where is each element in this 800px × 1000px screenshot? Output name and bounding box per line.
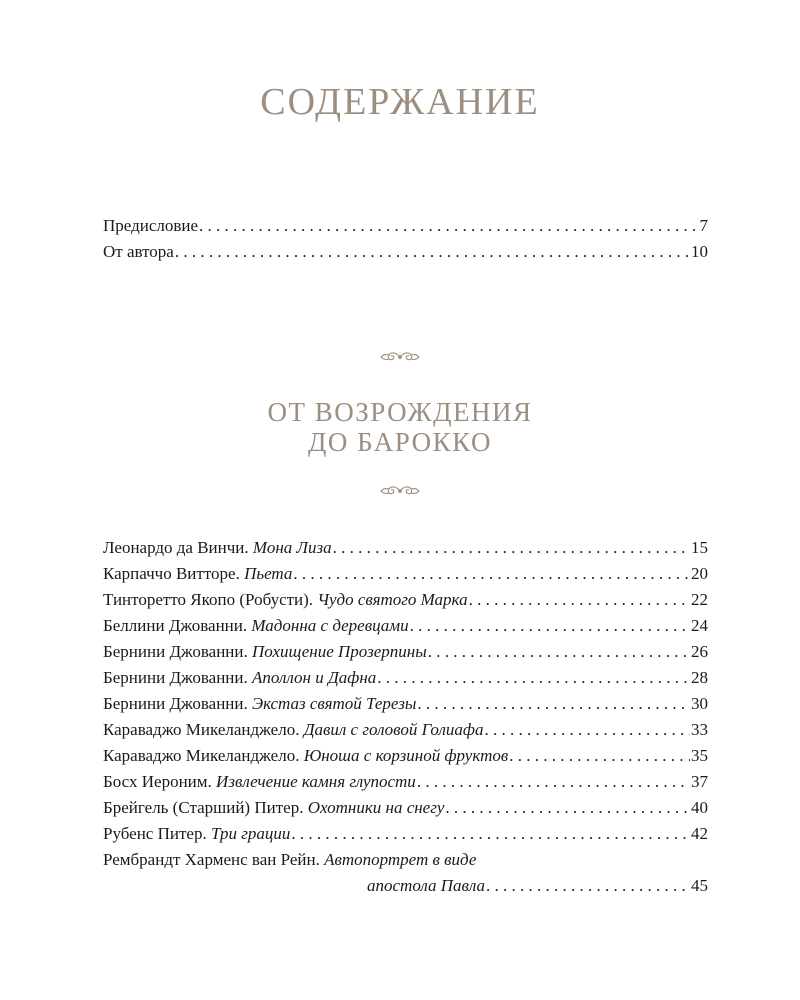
leader-dots — [293, 561, 690, 587]
flourish-ornament-icon — [380, 484, 420, 498]
toc-entry[interactable] — [103, 613, 708, 639]
entry-work: Пьета — [244, 564, 293, 583]
flourish-ornament-icon — [380, 350, 420, 364]
entry-page: 15 — [691, 538, 708, 557]
toc-entry[interactable] — [103, 821, 708, 847]
leader-dots — [175, 239, 690, 265]
toc-entry-title: Предисловие — [103, 216, 199, 235]
toc-entry[interactable] — [103, 587, 708, 613]
leader-dots — [428, 639, 690, 665]
leader-dots — [445, 795, 690, 821]
entry-author: Рубенс Питер. — [103, 824, 207, 843]
entry-page: 42 — [691, 824, 708, 843]
entry-page: 26 — [691, 642, 708, 661]
entry-work-line-1: Автопортрет в виде — [324, 850, 477, 869]
section-heading-line-2: ДО БАРОККО — [307, 427, 492, 457]
entry-work: Мона Лиза — [252, 538, 332, 557]
entry-work: Давил с головой Голиафа — [303, 720, 484, 739]
toc-entry[interactable] — [103, 639, 708, 665]
toc-entry-title: От автора — [103, 242, 174, 261]
entry-author: Бернини Джованни. — [103, 668, 248, 687]
entry-page: 30 — [691, 694, 708, 713]
leader-dots — [417, 691, 690, 717]
leader-dots — [410, 613, 690, 639]
page-title: СОДЕРЖАНИЕ — [260, 81, 540, 123]
entry-work: Аполлон и Дафна — [252, 668, 377, 687]
toc-entry[interactable] — [103, 535, 708, 561]
front-matter-list — [103, 213, 708, 265]
entry-page: 35 — [691, 746, 708, 765]
toc-entry[interactable] — [103, 743, 708, 769]
entry-work: Похищение Прозерпины — [252, 642, 427, 661]
entry-author: Беллини Джованни. — [103, 616, 248, 635]
entry-author: Бернини Джованни. — [103, 694, 248, 713]
toc-entry[interactable] — [103, 717, 708, 743]
entry-page: 45 — [691, 876, 708, 895]
toc-entry-page: 7 — [699, 216, 708, 235]
entry-author: Караваджо Микеланджело. — [103, 746, 300, 765]
entry-author: Брейгель (Старший) Питер. — [103, 798, 304, 817]
entry-work: Экстаз святой Терезы — [252, 694, 417, 713]
toc-entry[interactable] — [103, 561, 708, 587]
entry-author: Леонардо да Винчи. — [103, 538, 249, 557]
entry-work: Мадонна с деревцами — [251, 616, 409, 635]
leader-dots — [484, 717, 690, 743]
leader-dots — [509, 743, 690, 769]
toc-entry[interactable] — [103, 795, 708, 821]
leader-dots — [469, 587, 690, 613]
entry-page: 28 — [691, 668, 708, 687]
entry-page: 37 — [691, 772, 708, 791]
entry-author: Босх Иероним. — [103, 772, 212, 791]
entry-author: Тинторетто Якопо (Робусти). — [103, 590, 314, 609]
toc-entry-preface[interactable] — [103, 213, 708, 239]
toc-entry-continuation[interactable] — [103, 873, 708, 899]
section-heading-line-1: ОТ ВОЗРОЖДЕНИЯ — [267, 397, 533, 427]
entry-page: 22 — [691, 590, 708, 609]
entry-work: Извлечение камня глупости — [216, 772, 416, 791]
entry-author: Рембрандт Харменс ван Рейн. — [103, 850, 320, 869]
entry-work: Юноша с корзиной фруктов — [303, 746, 509, 765]
entry-author: Караваджо Микеланджело. — [103, 720, 300, 739]
entry-page: 40 — [691, 798, 708, 817]
toc-entry[interactable] — [103, 665, 708, 691]
toc-entry[interactable] — [103, 691, 708, 717]
entry-work: Чудо святого Марка — [317, 590, 468, 609]
entry-author: Карпаччо Витторе. — [103, 564, 240, 583]
entry-work: Три грации — [210, 824, 291, 843]
entry-work-line-2: апостола Павла — [367, 876, 486, 895]
entry-page: 20 — [691, 564, 708, 583]
leader-dots — [417, 769, 690, 795]
toc-entry-from-author[interactable] — [103, 239, 708, 265]
leader-dots — [333, 535, 690, 561]
toc-entry[interactable] — [103, 769, 708, 795]
toc-entry-multiline[interactable] — [103, 847, 708, 873]
leader-dots — [199, 213, 698, 239]
leader-dots — [486, 873, 690, 899]
leader-dots — [377, 665, 690, 691]
entry-author: Бернини Джованни. — [103, 642, 248, 661]
entry-page: 24 — [691, 616, 708, 635]
entry-page: 33 — [691, 720, 708, 739]
entry-work: Охотники на снегу — [307, 798, 445, 817]
leader-dots — [291, 821, 690, 847]
section-heading — [0, 397, 800, 457]
toc-entry-page: 10 — [691, 242, 708, 261]
toc-list — [103, 535, 708, 899]
